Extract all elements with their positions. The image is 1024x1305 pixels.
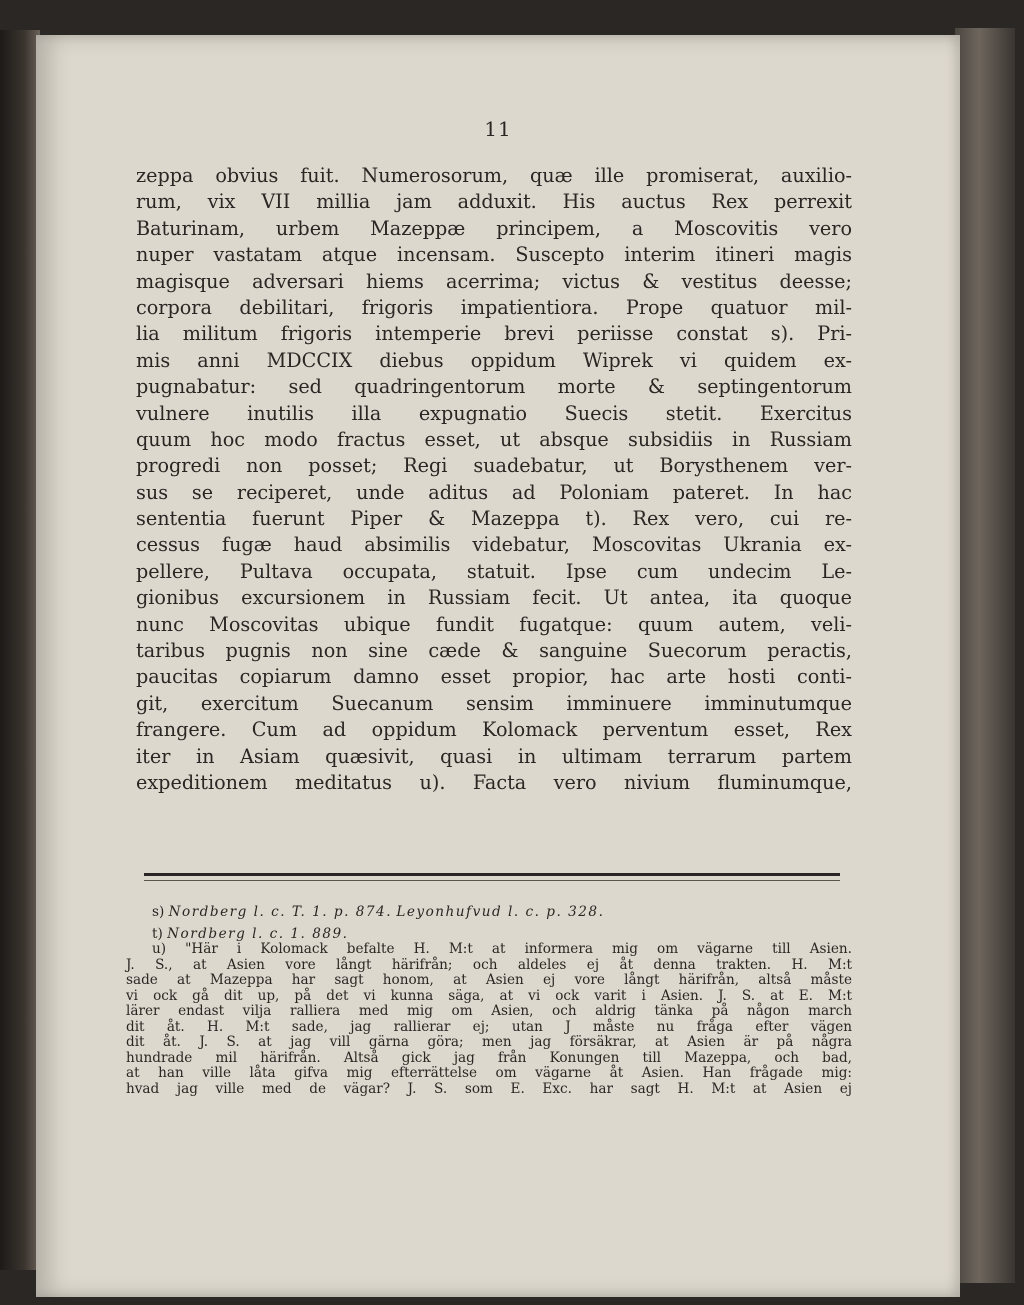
page-number: 11: [484, 117, 512, 141]
footnote-u-line: vi ock gå dit up, på det vi kunna säga, at vi ock varit i Asien. J. S. at E. M:t: [126, 987, 852, 1004]
text-line: git, exercitum Suecanum sensim imminuere imminutumque: [136, 691, 852, 715]
text-line: progredi non posset; Regi suadebatur, ut Borysthenem ver-: [136, 454, 852, 478]
text-line: vulnere inutilis illa expugnatio Suecis stetit. Exercitus: [136, 401, 852, 425]
text-line: frangere. Cum ad oppidum Kolomack perventum esset, Rex: [136, 718, 852, 742]
footnote-u-line: dit åt. H. M:t sade, jag rallierar ej; utan J måste nu fråga efter vägen: [126, 1018, 852, 1035]
text-line: Baturinam, urbem Mazeppæ principem, a Moscovitis vero: [136, 216, 852, 240]
footnote-reference: Nordberg l. c. T. 1. p. 874.: [168, 904, 393, 920]
text-line: lia militum frigoris intemperie brevi periisse constat s). Pri-: [136, 322, 852, 346]
text-line: cessus fugæ haud absimilis videbatur, Moscovitas Ukrania ex-: [136, 533, 852, 557]
footnote-u-line: sade at Mazeppa har sagt honom, at Asien ej vore långt härifrån, altså måste: [126, 972, 852, 988]
footnote-u-line: hundrade mil härifrån. Altså gick jag från Konungen till Mazeppa, och bad,: [126, 1049, 852, 1066]
text-line: mis anni MDCCIX diebus oppidum Wiprek vi quidem ex-: [136, 348, 852, 372]
text-line: corpora debilitari, frigoris impatientiora. Prope quatuor mil-: [136, 295, 852, 319]
footnote-rule-thin: [144, 880, 840, 881]
book-page: [36, 35, 960, 1297]
book-cover-left: [0, 30, 40, 1270]
footnote-u-line: lärer endast vilja ralliera med mig om Asien, och aldrig tänka på någon march: [126, 1003, 852, 1019]
footnote-reference-extra: Leyonhufvud l. c. p. 328.: [396, 904, 605, 920]
text-line: pellere, Pultava occupata, statuit. Ipse cum undecim Le-: [136, 559, 852, 583]
footnote-mark: s): [152, 904, 165, 920]
text-line: rum, vix VII millia jam adduxit. His auctus Rex perrexit: [136, 190, 852, 214]
text-line: gionibus excursionem in Russiam fecit. Ut antea, ita quoque: [136, 586, 852, 610]
footnote-mark: t): [152, 925, 163, 942]
text-line: expeditionem meditatus u). Facta vero nivium fluminumque,: [136, 770, 852, 794]
footnote-u-line: at han ville låta gifva mig efterrättelse om vägarne åt Asien. Han frågade mig:: [126, 1065, 852, 1081]
footnotes: [126, 905, 852, 1097]
text-line: quum hoc modo fractus esset, ut absque subsidiis in Russiam: [136, 427, 852, 451]
footnote-reference: Nordberg l. c. 1. 889.: [167, 925, 349, 942]
text-line: sus se reciperet, unde aditus ad Poloniam pateret. In hac: [136, 480, 852, 504]
text-line: iter in Asiam quæsivit, quasi in ultimam terrarum partem: [136, 744, 852, 768]
text-line: paucitas copiarum damno esset propior, hac arte hosti conti-: [136, 665, 852, 689]
text-line: sententia fuerunt Piper & Mazeppa t). Rex vero, cui re-: [136, 507, 852, 531]
footnote-rule: [144, 873, 840, 876]
text-line: zeppa obvius fuit. Numerosorum, quæ ille promiserat, auxilio-: [136, 164, 852, 187]
footnote-s: [126, 905, 852, 921]
text-line: magisque adversari hiems acerrima; victus & vestitus deesse;: [136, 269, 852, 293]
text-line: nuper vastatam atque incensam. Suscepto interim itineri magis: [136, 243, 852, 267]
footnote-t: [126, 927, 852, 943]
book-cover-right: [955, 28, 1015, 1283]
text-line: nunc Moscovitas ubique fundit fugatque: quum autem, veli-: [136, 612, 852, 636]
footnote-u-line: dit åt. J. S. at jag vill gärna göra; men jag försäkrar, at Asien är på några: [126, 1034, 852, 1050]
text-line: taribus pugnis non sine cæde & sanguine Suecorum peractis,: [136, 639, 852, 663]
main-text: [136, 163, 852, 796]
text-line: pugnabatur: sed quadringentorum morte & septingentorum: [136, 375, 852, 399]
footnote-u-line: u) "Här i Kolomack befalte H. M:t at informera mig om vägarne till Asien.: [152, 941, 852, 957]
footnote-u-line: hvad jag ville med de vägar? J. S. som E. Exc. har sagt H. M:t at Asien ej: [126, 1080, 852, 1097]
footnote-u-line: J. S., at Asien vore långt härifrån; och aldeles ej åt denna trakten. H. M:t: [126, 956, 852, 973]
